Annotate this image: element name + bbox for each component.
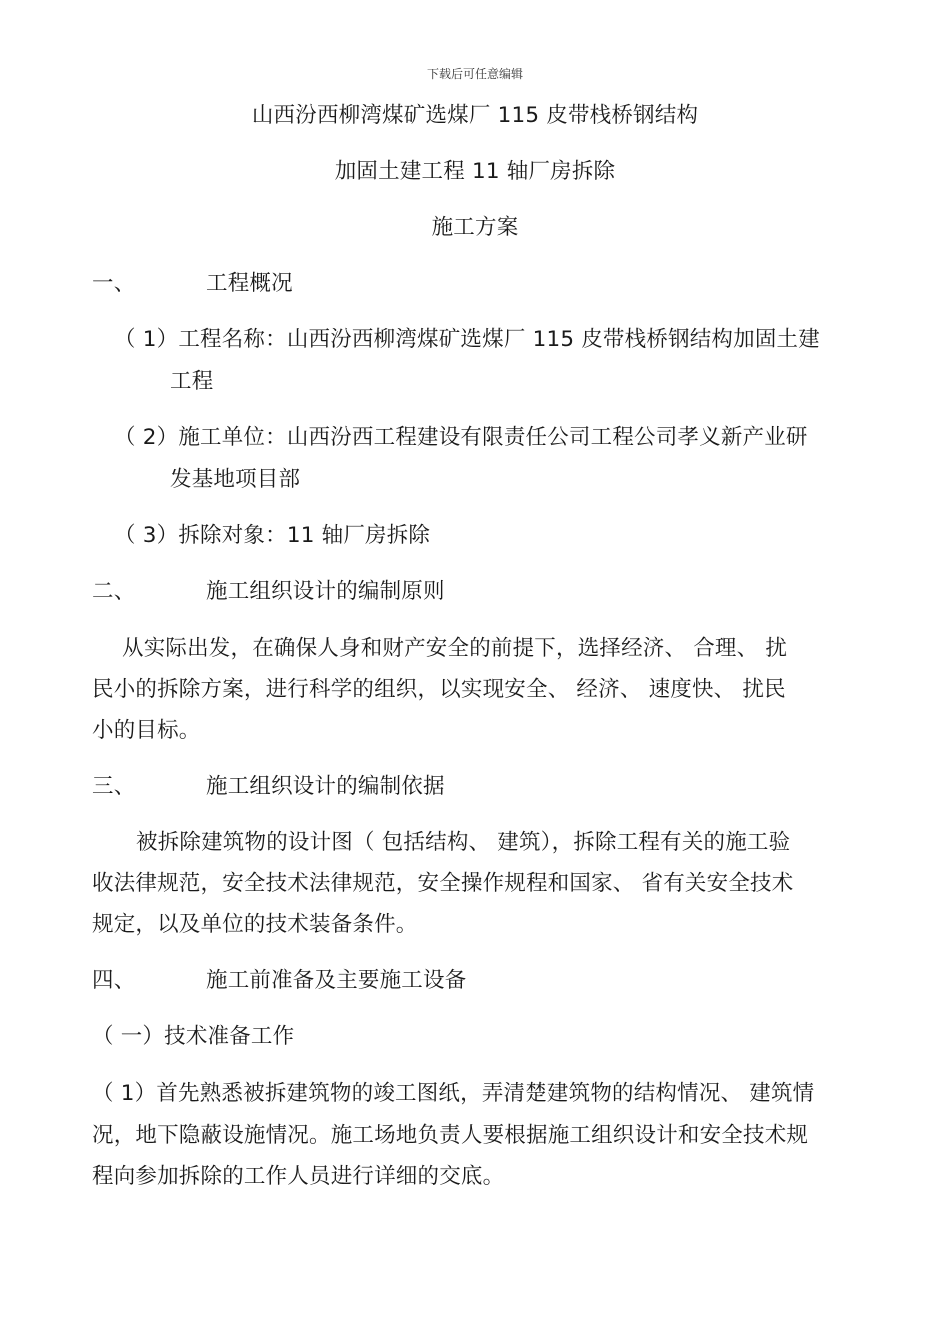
para-4-line-2: 况，地下隐蔽设施情况。施工场地负责人要根据施工组织设计和安全技术规: [92, 1123, 809, 1148]
section-number: 四、: [92, 968, 136, 993]
title-line-2: 加固土建工程 11 轴厂房拆除: [334, 159, 616, 184]
item-1-line-2: 工程: [170, 369, 214, 394]
item-marker: （ 3）: [114, 523, 179, 548]
para-4-line-1: （ 1）首先熟悉被拆建筑物的竣工图纸，弄清楚建筑物的结构情况、 建筑情: [92, 1081, 815, 1106]
item-text: 施工单位：山西汾西工程建设有限责任公司工程公司孝义新产业研: [178, 425, 808, 450]
header-note: 下载后可任意编辑: [426, 67, 523, 81]
para-3-line-2: 收法律规范，安全技术法律规范，安全操作规程和国家、 省有关安全技术: [92, 871, 794, 896]
section-number: 三、: [92, 774, 136, 799]
para-2-line-3: 小的目标。: [92, 718, 201, 743]
para-4-line-3: 程向参加拆除的工作人员进行详细的交底。: [92, 1164, 505, 1189]
section-number: 二、: [92, 579, 136, 604]
title-line-3: 施工方案: [431, 215, 519, 240]
item-marker: （ 1）: [114, 327, 179, 352]
para-3-line-1: 被拆除建筑物的设计图（ 包括结构、 建筑），拆除工程有关的施工验: [136, 830, 791, 855]
section-number: 一、: [92, 271, 136, 296]
section-title: 施工组织设计的编制依据: [206, 774, 445, 799]
section-title: 施工前准备及主要施工设备: [206, 968, 467, 993]
item-2-line-2: 发基地项目部: [170, 467, 301, 492]
item-1-line-1: [114, 326, 820, 354]
item-2-line-1: [114, 424, 808, 452]
para-2-line-1: 从实际出发，在确保人身和财产安全的前提下，选择经济、 合理、 扰: [122, 636, 788, 661]
title-line-1: 山西汾西柳湾煤矿选煤厂 115 皮带栈桥钢结构: [251, 103, 699, 128]
subsection-heading: （ 一）技术准备工作: [92, 1024, 295, 1049]
item-3-line-1: [114, 522, 430, 550]
section-title: 施工组织设计的编制原则: [206, 579, 445, 604]
section-title: 工程概况: [206, 271, 293, 296]
item-text: 拆除对象：11 轴厂房拆除: [178, 523, 431, 548]
para-2-line-2: 民小的拆除方案，进行科学的组织，以实现安全、 经济、 速度快、 扰民: [92, 677, 786, 702]
item-marker: （ 2）: [114, 425, 179, 450]
para-3-line-3: 规定，以及单位的技术装备条件。: [92, 912, 418, 937]
item-text: 工程名称：山西汾西柳湾煤矿选煤厂 115 皮带栈桥钢结构加固土建: [178, 327, 820, 352]
